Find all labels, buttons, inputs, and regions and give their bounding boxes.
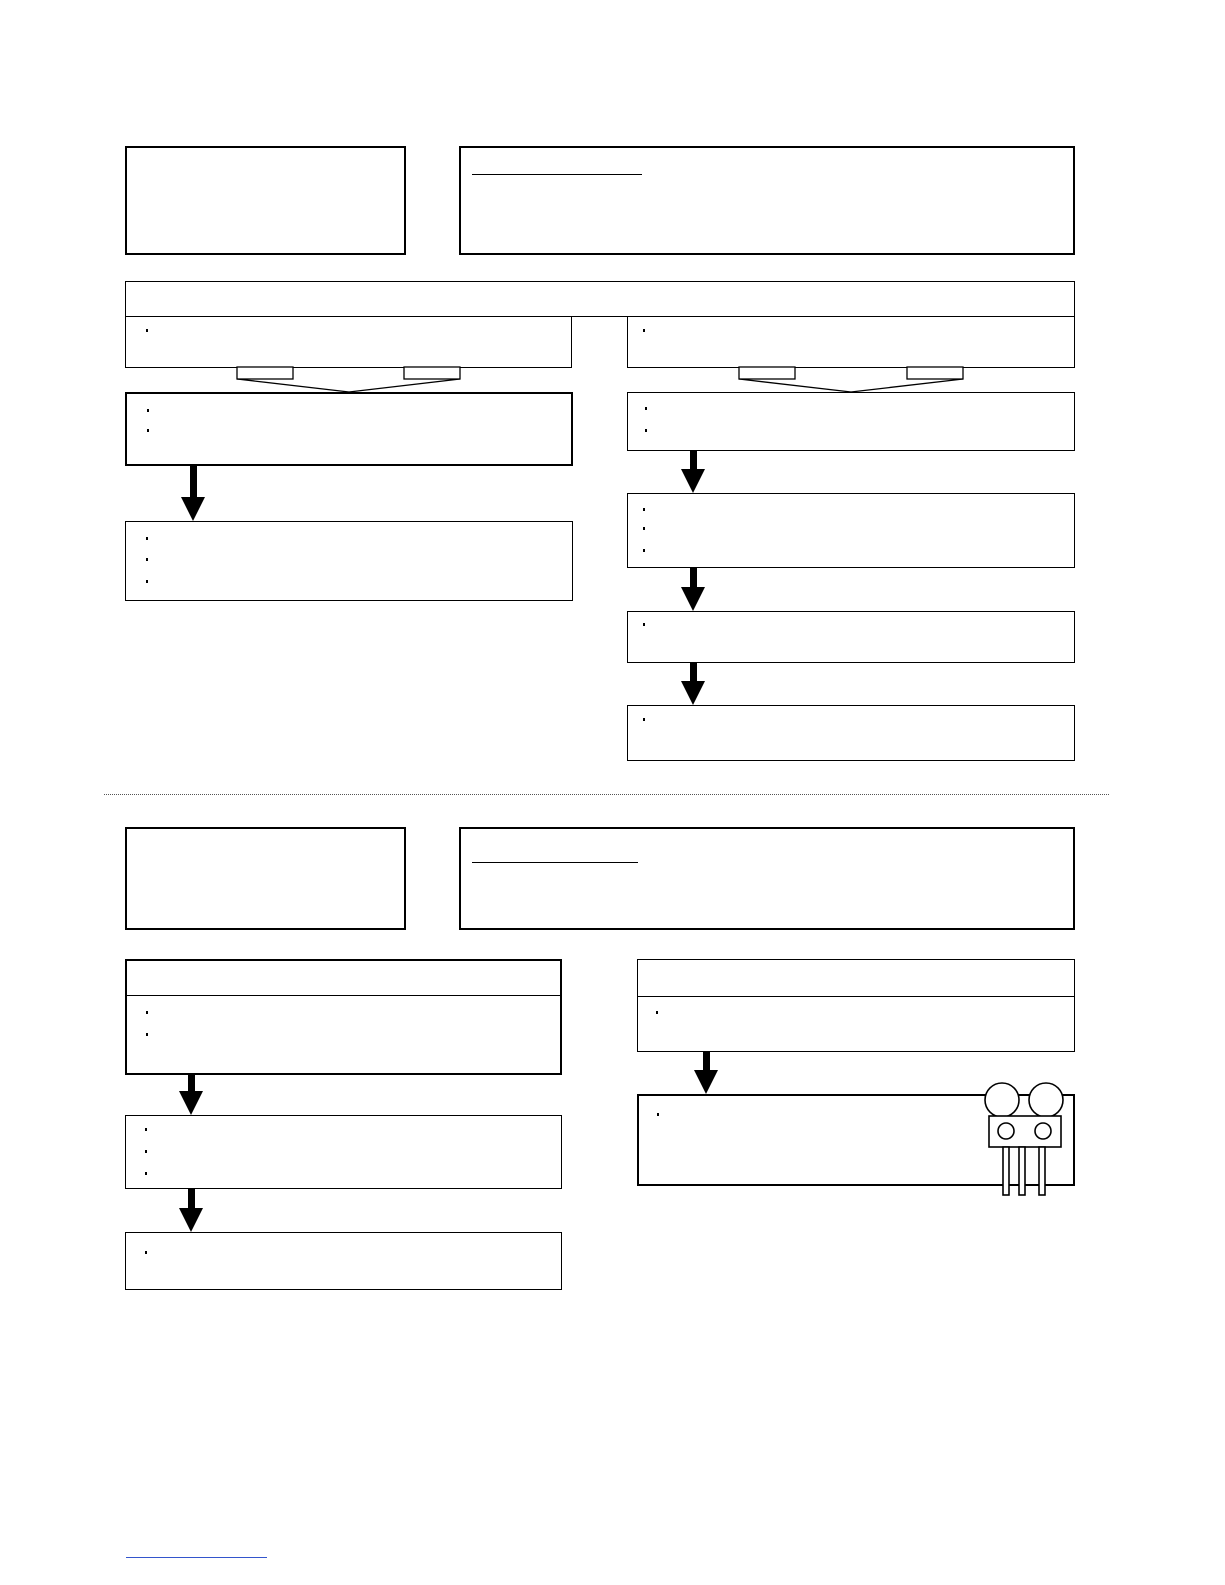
down-arrow-icon (179, 1189, 203, 1232)
down-arrow-icon (681, 568, 705, 611)
top-right-merge-connector (739, 367, 963, 392)
top-left-merge-connector (237, 367, 460, 392)
flow-arrows (179, 451, 718, 1232)
down-arrow-icon (181, 466, 205, 521)
down-arrow-icon (694, 1052, 718, 1094)
manifold-gauge-icon (985, 1083, 1063, 1195)
down-arrow-icon (681, 451, 705, 493)
down-arrow-icon (179, 1075, 203, 1115)
down-arrow-icon (681, 663, 705, 705)
